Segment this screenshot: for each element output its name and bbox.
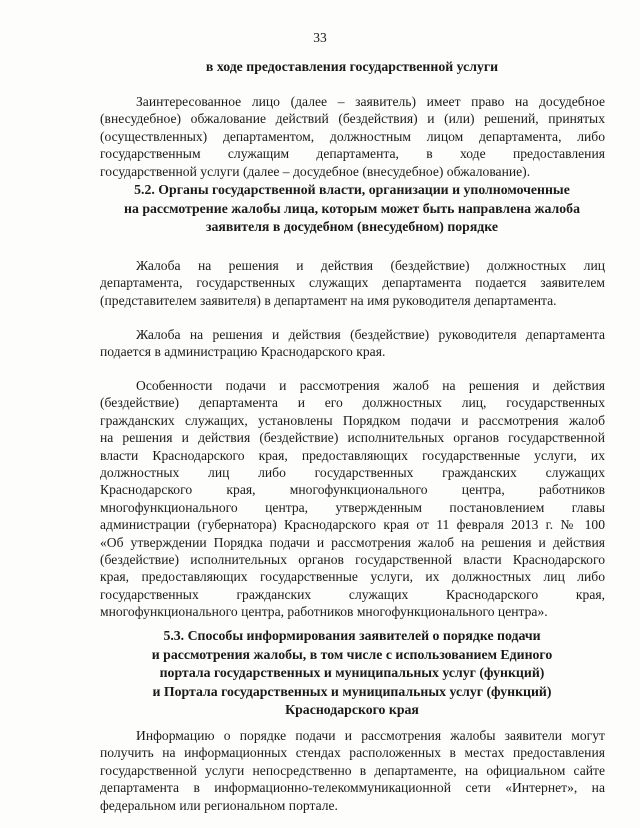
paragraph-line: Особенности подачи и рассмотрения жалоб на решения и действия bbox=[136, 378, 605, 393]
paragraph-complaint-officials bbox=[100, 257, 605, 309]
paragraph-line: Жалоба на решения и действия (бездействие) руководителя департамента bbox=[136, 327, 605, 342]
paragraph-line: власти Краснодарского края, предоставляющих государственные услуги, их bbox=[100, 447, 605, 463]
paragraph-complaint-head bbox=[100, 326, 605, 361]
paragraph-line: Жалоба на решения и действия (бездействие) должностных лиц bbox=[136, 258, 605, 273]
heading-line: Краснодарского края bbox=[285, 702, 419, 717]
page-number: 33 bbox=[313, 30, 327, 45]
paragraph-line: подается в администрацию Краснодарского края. bbox=[100, 344, 386, 360]
paragraph-line: (представителем заявителя) в департамент на имя руководителя департамента. bbox=[100, 292, 557, 308]
section-heading-5-2 bbox=[96, 181, 608, 237]
heading-line: 5.3. Способы информирования заявителей о порядке подачи bbox=[163, 628, 541, 643]
paragraph-information-sources bbox=[100, 727, 605, 814]
paragraph-line: Краснодарского края, многофункционального центра, работников bbox=[100, 482, 605, 498]
paragraph-line: департамента, государственных служащих департамента подается заявителем bbox=[100, 275, 605, 291]
paragraph-line: государственных гражданских служащих Краснодарского края, bbox=[100, 586, 605, 602]
heading-line: портала государственных и муниципальных услуг (функций) bbox=[159, 665, 545, 680]
paragraph-line: государственным служащим департамента, в ходе предоставления bbox=[100, 146, 605, 162]
paragraph-line: Информацию о порядке подачи и рассмотрения жалобы заявители могут bbox=[136, 728, 605, 743]
heading-line: заявителя в досудебном (внесудебном) порядке bbox=[205, 219, 499, 234]
paragraph-line: (бездействие) департамента и его должностных лиц, государственных bbox=[100, 395, 605, 411]
paragraph-line: гражданских служащих, установлены Порядком подачи и рассмотрения жалоб bbox=[100, 412, 605, 428]
section-heading-intro-tail bbox=[96, 58, 608, 77]
paragraph-appeal-right bbox=[100, 93, 605, 180]
paragraph-line: «Об утверждении Порядка подачи и рассмотрения жалоб на решения и действия bbox=[100, 534, 605, 550]
paragraph-line: должностных лиц либо государственных гражданских служащих bbox=[100, 465, 605, 481]
paragraph-line: многофункционального центра, работников многофункционального центра». bbox=[100, 604, 548, 620]
paragraph-line: на решения и действия (бездействие) исполнительных органов государственной bbox=[100, 430, 605, 446]
section-heading-5-3 bbox=[96, 627, 608, 720]
heading-line: и рассмотрения жалобы, в том числе с использованием Единого bbox=[151, 646, 553, 662]
heading-line: 5.2. Органы государственной власти, организации и уполномоченные bbox=[134, 182, 570, 197]
paragraph-line: Заинтересованное лицо (далее – заявитель) имеет право на досудебное bbox=[136, 94, 605, 109]
paragraph-line: (осуществленных) департаментом, должностным лицом департамента, либо bbox=[100, 128, 605, 144]
paragraph-line: получить на информационных стендах расположенных в местах предоставления bbox=[100, 745, 605, 761]
paragraph-line: федеральном или региональном портале. bbox=[100, 797, 338, 813]
paragraph-line: администрации (губернатора) Краснодарского края от 11 февраля 2013 г. № 100 bbox=[100, 517, 605, 533]
heading-line: и Портала государственных и муниципальных услуг (функций) bbox=[152, 683, 552, 699]
heading-line: в ходе предоставления государственной услуги bbox=[205, 59, 499, 74]
paragraph-complaint-procedure bbox=[100, 377, 605, 621]
paragraph-line: государственной услуги (далее – досудебное (внесудебное) обжалование). bbox=[100, 163, 531, 179]
paragraph-line: (бездействие) исполнительных органов государственной власти Краснодарского bbox=[100, 552, 605, 568]
paragraph-line: многофункционального центра, утвержденным постановлением главы bbox=[100, 499, 605, 515]
paragraph-line: края, предоставляющих государственные услуги, их должностных лиц либо bbox=[100, 569, 605, 585]
heading-line: на рассмотрение жалобы лица, которым может быть направлена жалоба bbox=[124, 200, 580, 216]
paragraph-line: департамента в информационно-телекоммуникационной сети «Интернет», на bbox=[100, 780, 605, 796]
paragraph-line: (внесудебное) обжалование действий (бездействия) и (или) решений, принятых bbox=[100, 111, 605, 127]
paragraph-line: государственной услуги непосредственно в департаменте, на официальном сайте bbox=[100, 762, 605, 778]
